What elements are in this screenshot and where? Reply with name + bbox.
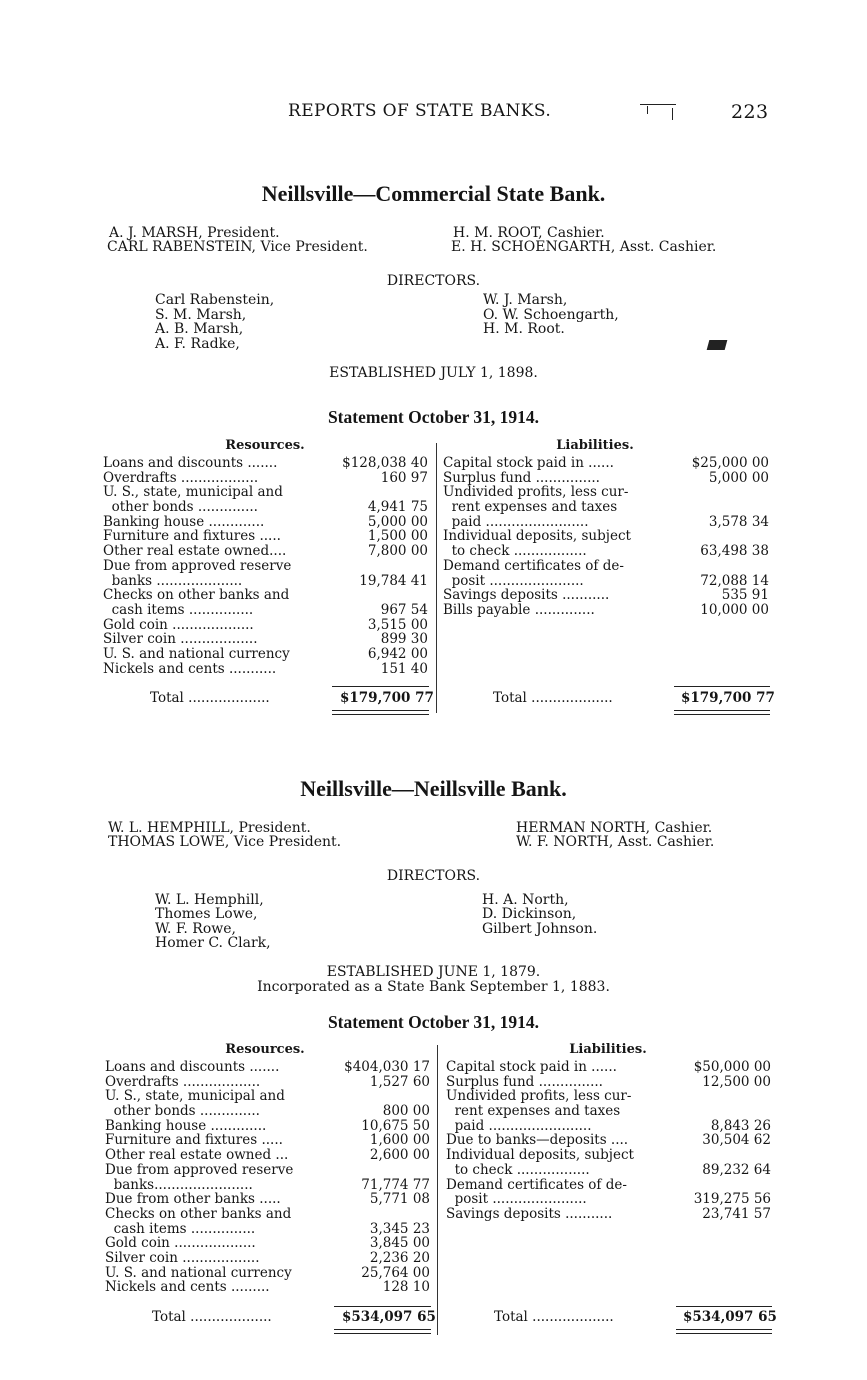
- ledger-row: [105, 1148, 430, 1163]
- ledger-item-label: Loans and discounts .......: [103, 456, 278, 471]
- ledger-item-amount: 19,784 41: [359, 573, 428, 589]
- liabilities-table: [446, 1060, 771, 1222]
- ledger-item-amount: 2,236 20: [369, 1250, 430, 1266]
- ledger-item-label: U. S. and national currency: [105, 1265, 292, 1281]
- ledger-item-label: Demand certificates of de-: [443, 558, 624, 574]
- ledger-item-amount: 12,500 00: [702, 1074, 771, 1090]
- resources-heading: Resources.: [225, 438, 305, 453]
- total-resources: $534,097 65: [342, 1309, 436, 1325]
- ledger-item-amount: 3,578 34: [708, 514, 769, 530]
- ledger-row: [443, 603, 769, 618]
- ink-blot: [707, 340, 728, 350]
- resources-table: [105, 1060, 430, 1295]
- directors-heading: DIRECTORS.: [386, 273, 481, 289]
- ledger-item-label: Loans and discounts .......: [105, 1060, 280, 1075]
- ledger-item-amount: 30,504 62: [702, 1133, 771, 1149]
- ledger-row: [103, 515, 428, 530]
- ledger-item-label: Overdrafts ..................: [105, 1074, 261, 1090]
- ledger-item-amount: 72,088 14: [700, 573, 769, 589]
- ledger-row: [103, 662, 428, 677]
- ledger-item-label: posit ......................: [443, 573, 584, 589]
- director: W. J. Marsh,: [483, 292, 568, 308]
- ledger-item-label: U. S., state, municipal and: [103, 485, 283, 501]
- ledger-row: [103, 647, 428, 662]
- ledger-row: [446, 1207, 771, 1222]
- ledger-item-label: Due from other banks .....: [105, 1192, 281, 1207]
- ledger-item-amount: 5,000 00: [367, 514, 428, 530]
- ledger-item-label: to check .................: [446, 1162, 590, 1178]
- ledger-row: [446, 1089, 771, 1104]
- ledger-row: [446, 1119, 771, 1134]
- running-title: REPORTS OF STATE BANKS.: [288, 101, 552, 121]
- total-liabilities: $179,700 77: [681, 690, 775, 706]
- ledger-row: [103, 559, 428, 574]
- director: D. Dickinson,: [482, 906, 577, 922]
- ledger-item-label: Surplus fund ...............: [443, 470, 600, 486]
- total-rule-top: [334, 1306, 431, 1307]
- ledger-item-amount: 3,345 23: [369, 1221, 430, 1237]
- ledger-row: [103, 632, 428, 647]
- liabilities-table: [443, 456, 769, 618]
- ledger-item-amount: 160 97: [380, 470, 428, 486]
- ledger-row: [443, 471, 769, 486]
- ledger-item-label: banks.......................: [105, 1177, 253, 1193]
- ledger-item-label: Banking house .............: [105, 1118, 267, 1134]
- ledger-item-label: Savings deposits ...........: [446, 1206, 613, 1222]
- total-rule-double: [332, 710, 429, 715]
- resources-heading: Resources.: [225, 1042, 305, 1057]
- ledger-row: [105, 1280, 430, 1295]
- ledger-row: [103, 603, 428, 618]
- ledger-item-amount: 800 00: [382, 1104, 430, 1119]
- ledger-item-label: Nickels and cents .........: [105, 1280, 270, 1295]
- total-rule-top: [332, 686, 429, 687]
- established-date: ESTABLISHED JULY 1, 1898.: [329, 365, 538, 381]
- ledger-item-label: Undivided profits, less cur-: [446, 1089, 632, 1105]
- ledger-row: [105, 1178, 430, 1193]
- ledger-item-amount: $404,030 17: [344, 1060, 430, 1075]
- ledger-item-amount: 23,741 57: [702, 1206, 771, 1222]
- incorporation-note: Incorporated as a State Bank September 1, 1883.: [257, 979, 610, 995]
- director: H. M. Root.: [483, 321, 565, 337]
- ledger-item-label: rent expenses and taxes: [443, 500, 618, 515]
- ledger-item-label: cash items ...............: [103, 602, 254, 618]
- total-rule-top: [674, 686, 770, 687]
- print-artifact: [672, 108, 673, 120]
- total-resources: $179,700 77: [340, 690, 434, 706]
- ledger-item-amount: 3,515 00: [367, 617, 428, 633]
- ledger-item-amount: 319,275 56: [693, 1192, 771, 1207]
- ledger-item-label: Savings deposits ...........: [443, 588, 610, 603]
- ledger-row: [103, 529, 428, 544]
- ledger-row: [103, 471, 428, 486]
- ledger-row: [446, 1104, 771, 1119]
- ledger-item-amount: $128,038 40: [342, 456, 428, 471]
- ledger-row: [105, 1089, 430, 1104]
- bank-title: Neillsville—Commercial State Bank.: [261, 181, 606, 206]
- ledger-row: [105, 1075, 430, 1090]
- ledger-row: [446, 1192, 771, 1207]
- ledger-row: [446, 1133, 771, 1148]
- ledger-row: [105, 1222, 430, 1237]
- resources-table: [103, 456, 428, 676]
- ledger-row: [103, 456, 428, 471]
- ledger-item-label: Overdrafts ..................: [103, 470, 259, 486]
- total-label: Total ...................: [150, 690, 270, 706]
- ledger-row: [105, 1192, 430, 1207]
- director: A. B. Marsh,: [155, 321, 244, 337]
- ledger-item-amount: 967 54: [380, 602, 428, 618]
- ledger-row: [443, 515, 769, 530]
- ledger-item-label: other bonds ..............: [105, 1104, 260, 1119]
- ledger-item-amount: 10,000 00: [700, 602, 769, 618]
- ledger-item-label: Nickels and cents ...........: [103, 661, 277, 677]
- ledger-item-amount: 1,527 60: [369, 1074, 430, 1090]
- ledger-row: [446, 1060, 771, 1075]
- ledger-row: [443, 485, 769, 500]
- liabilities-heading: Liabilities.: [556, 438, 634, 453]
- print-artifact: [647, 106, 648, 114]
- ledger-row: [443, 544, 769, 559]
- liabilities-heading: Liabilities.: [569, 1042, 647, 1057]
- ledger-row: [443, 574, 769, 589]
- ledger-item-amount: $25,000 00: [691, 456, 769, 471]
- total-rule-double: [676, 1329, 772, 1334]
- ledger-item-amount: 10,675 50: [361, 1118, 430, 1134]
- ledger-item-label: Bills payable ..............: [443, 602, 595, 618]
- ledger-item-amount: 8,843 26: [710, 1118, 771, 1134]
- ledger-item-amount: 3,845 00: [369, 1236, 430, 1251]
- ledger-row: [443, 500, 769, 515]
- ledger-item-amount: 899 30: [380, 632, 428, 647]
- director: O. W. Schoengarth,: [483, 307, 619, 323]
- director: S. M. Marsh,: [155, 307, 247, 323]
- ledger-item-amount: 63,498 38: [700, 544, 769, 559]
- print-artifact: [640, 104, 676, 105]
- column-divider: [436, 443, 437, 713]
- ledger-item-label: Silver coin ..................: [103, 632, 258, 647]
- director: Gilbert Johnson.: [482, 921, 598, 937]
- ledger-item-label: Furniture and fixtures .....: [103, 529, 281, 545]
- ledger-item-amount: 71,774 77: [361, 1177, 430, 1193]
- ledger-item-label: Capital stock paid in ......: [446, 1060, 617, 1075]
- ledger-item-amount: 89,232 64: [702, 1162, 771, 1178]
- total-label: Total ...................: [493, 690, 613, 706]
- ledger-row: [105, 1251, 430, 1266]
- ledger-item-label: Demand certificates of de-: [446, 1177, 627, 1193]
- ledger-item-label: paid ........................: [443, 514, 589, 530]
- ledger-row: [105, 1104, 430, 1119]
- ledger-item-amount: 128 10: [382, 1280, 430, 1295]
- ledger-item-label: Other real estate owned....: [103, 544, 287, 559]
- ledger-row: [103, 485, 428, 500]
- ledger-row: [105, 1133, 430, 1148]
- ledger-row: [443, 456, 769, 471]
- ledger-item-label: Checks on other banks and: [103, 588, 290, 603]
- ledger-item-amount: $50,000 00: [693, 1060, 771, 1075]
- ledger-item-label: Silver coin ..................: [105, 1250, 260, 1266]
- ledger-item-label: Gold coin ...................: [105, 1236, 256, 1251]
- officer-vice-president: CARL RABENSTEIN, Vice President.: [107, 239, 368, 255]
- ledger-item-label: Capital stock paid in ......: [443, 456, 614, 471]
- ledger-item-label: Furniture and fixtures .....: [105, 1133, 283, 1149]
- ledger-item-amount: 25,764 00: [361, 1265, 430, 1281]
- director: A. F. Radke,: [155, 336, 240, 352]
- ledger-item-amount: 6,942 00: [367, 646, 428, 662]
- total-label: Total ...................: [152, 1309, 272, 1325]
- ledger-row: [105, 1060, 430, 1075]
- ledger-item-amount: 5,000 00: [708, 470, 769, 486]
- ledger-item-label: other bonds ..............: [103, 500, 258, 515]
- ledger-item-label: Due to banks—deposits ....: [446, 1133, 629, 1149]
- director: W. L. Hemphill,: [155, 892, 264, 908]
- director: Thomes Lowe,: [155, 906, 258, 922]
- ledger-row: [105, 1266, 430, 1281]
- total-rule-double: [334, 1329, 431, 1334]
- ledger-row: [446, 1178, 771, 1193]
- ledger-row: [105, 1163, 430, 1178]
- total-liabilities: $534,097 65: [683, 1309, 777, 1325]
- ledger-item-label: banks ....................: [103, 573, 243, 589]
- officer-cashier: H. M. ROOT, Cashier.: [453, 225, 605, 241]
- ledger-item-amount: 151 40: [380, 661, 428, 677]
- ledger-row: [103, 574, 428, 589]
- ledger-row: [105, 1236, 430, 1251]
- ledger-item-label: U. S. and national currency: [103, 646, 290, 662]
- ledger-item-amount: 4,941 75: [367, 500, 428, 515]
- director: Carl Rabenstein,: [155, 292, 275, 308]
- director: H. A. North,: [482, 892, 569, 908]
- ledger-row: [446, 1148, 771, 1163]
- statement-heading: Statement October 31, 1914.: [327, 1012, 540, 1032]
- ledger-row: [443, 588, 769, 603]
- ledger-row: [446, 1163, 771, 1178]
- total-rule-top: [676, 1306, 772, 1307]
- ledger-row: [105, 1119, 430, 1134]
- ledger-item-label: Due from approved reserve: [105, 1162, 294, 1178]
- ledger-item-amount: 2,600 00: [369, 1148, 430, 1163]
- total-rule-double: [674, 710, 770, 715]
- director: W. F. Rowe,: [155, 921, 236, 937]
- ledger-item-amount: 1,500 00: [367, 529, 428, 545]
- ledger-item-label: to check .................: [443, 544, 587, 559]
- ledger-item-label: Individual deposits, subject: [446, 1148, 634, 1163]
- ledger-row: [443, 529, 769, 544]
- ledger-item-label: Surplus fund ...............: [446, 1074, 603, 1090]
- officer-vice-president: THOMAS LOWE, Vice President.: [108, 834, 342, 850]
- ledger-item-amount: 535 91: [721, 588, 769, 603]
- bank-title: Neillsville—Neillsville Bank.: [300, 776, 567, 801]
- established-date: ESTABLISHED JUNE 1, 1879.: [326, 964, 541, 980]
- ledger-item-label: paid ........................: [446, 1118, 592, 1134]
- ledger-item-label: U. S., state, municipal and: [105, 1089, 285, 1105]
- ledger-item-label: posit ......................: [446, 1192, 587, 1207]
- ledger-item-label: rent expenses and taxes: [446, 1104, 621, 1119]
- officer-president: A. J. MARSH, President.: [109, 225, 280, 241]
- officer-president: W. L. HEMPHILL, President.: [108, 820, 311, 836]
- column-divider: [437, 1045, 438, 1335]
- ledger-item-amount: 7,800 00: [367, 544, 428, 559]
- ledger-row: [103, 618, 428, 633]
- ledger-item-label: Banking house .............: [103, 514, 265, 530]
- ledger-row: [103, 588, 428, 603]
- officer-cashier: HERMAN NORTH, Cashier.: [516, 820, 713, 836]
- ledger-row: [103, 544, 428, 559]
- ledger-item-label: Individual deposits, subject: [443, 529, 631, 545]
- ledger-row: [446, 1075, 771, 1090]
- ledger-item-label: Checks on other banks and: [105, 1206, 292, 1222]
- ledger-row: [103, 500, 428, 515]
- total-label: Total ...................: [494, 1309, 614, 1325]
- ledger-item-label: Other real estate owned ...: [105, 1148, 289, 1163]
- ledger-item-label: Gold coin ...................: [103, 617, 254, 633]
- ledger-item-amount: 5,771 08: [369, 1192, 430, 1207]
- officer-asst-cashier: E. H. SCHOENGARTH, Asst. Cashier.: [451, 239, 717, 255]
- statement-heading: Statement October 31, 1914.: [327, 407, 540, 427]
- ledger-row: [105, 1207, 430, 1222]
- officer-asst-cashier: W. F. NORTH, Asst. Cashier.: [516, 834, 715, 850]
- directors-heading: DIRECTORS.: [386, 868, 481, 884]
- director: Homer C. Clark,: [155, 935, 271, 951]
- ledger-row: [443, 559, 769, 574]
- ledger-item-amount: 1,600 00: [369, 1133, 430, 1149]
- ledger-item-label: Due from approved reserve: [103, 558, 292, 574]
- page-number: 223: [731, 101, 769, 123]
- ledger-item-label: cash items ...............: [105, 1221, 256, 1237]
- ledger-item-label: Undivided profits, less cur-: [443, 485, 629, 501]
